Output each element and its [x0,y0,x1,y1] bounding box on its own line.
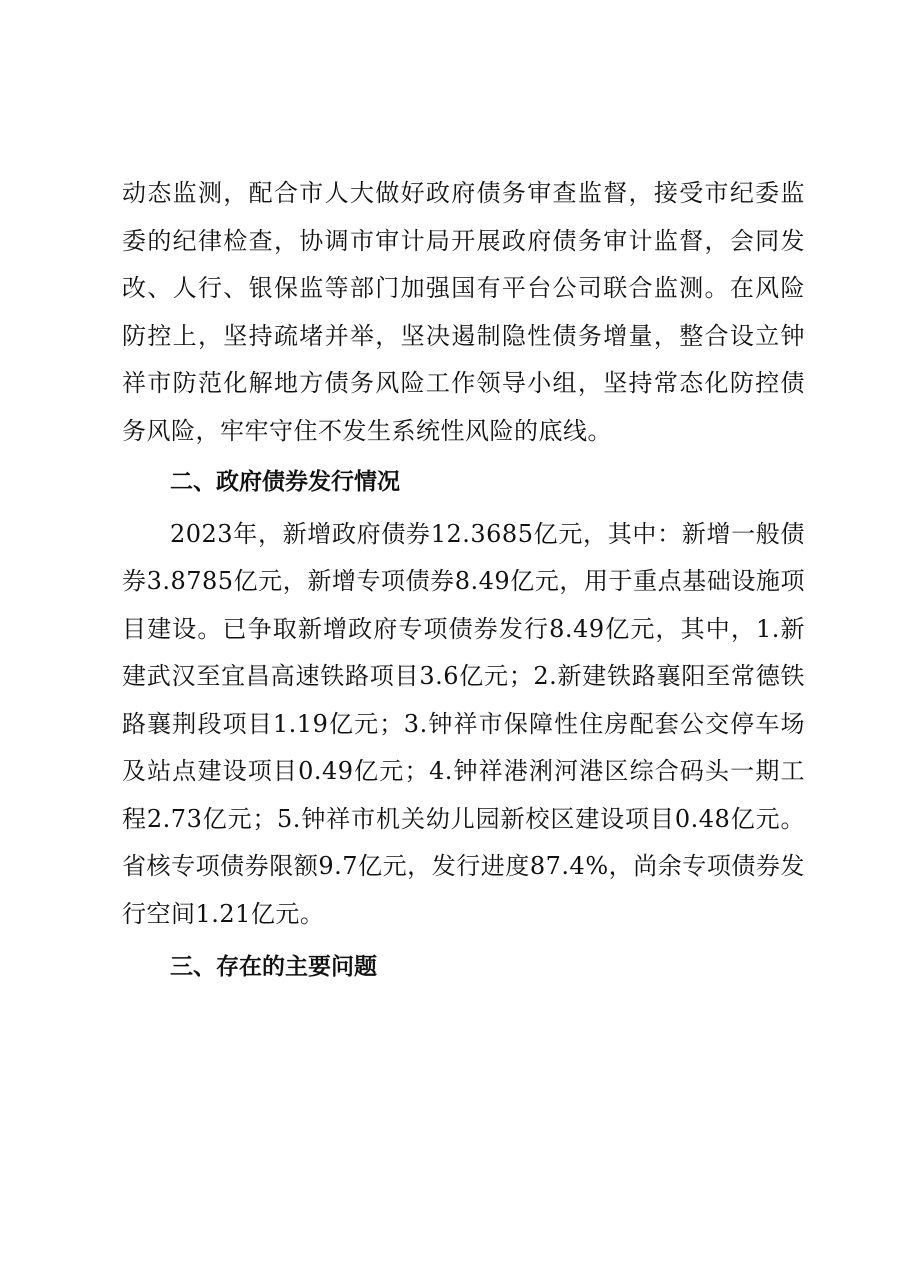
section-heading-main-problems: 三、存在的主要问题 [170,954,377,980]
paragraph-bond-issuance: 2023年，新增政府债券12.3685亿元，其中：新增一般债券3.8785亿元，新增专项债券8.49亿元，用于重点基础设施项目建设。已争取新增政府专项债券发行8.49亿元，其中，1.新建武汉至宜昌高速铁路项目3.6亿元；2.新建铁路襄阳至常德铁路襄荆段项目1.19亿元；3.钟祥市保障性住房配套公交停车场及站点建设项目0.49亿元；4.钟祥港浰河港区综合码头一期工程2.73亿元；5.钟祥市机关幼儿园新校区建设项目0.48亿元。省核专项债券限额9.7亿元，发行进度87.4%，尚余专项债券发行空间1.21亿元。 [122,519,805,928]
paragraph-risk-control: 动态监测，配合市人大做好政府债务审查监督，接受市纪委监委的纪律检查，协调市审计局开展政府债务审计监督，会同发改、人行、银保监等部门加强国有平台公司联合监测。在风险防控上，坚持疏堵并举，坚决遏制隐性债务增量，整合设立钟祥市防范化解地方债务风险工作领导小组，坚持常态化防控债务风险，牢牢守住不发生系统性风险的底线。 [122,179,805,445]
document-body [122,170,805,992]
section-heading-bond-issuance: 二、政府债券发行情况 [170,469,400,495]
